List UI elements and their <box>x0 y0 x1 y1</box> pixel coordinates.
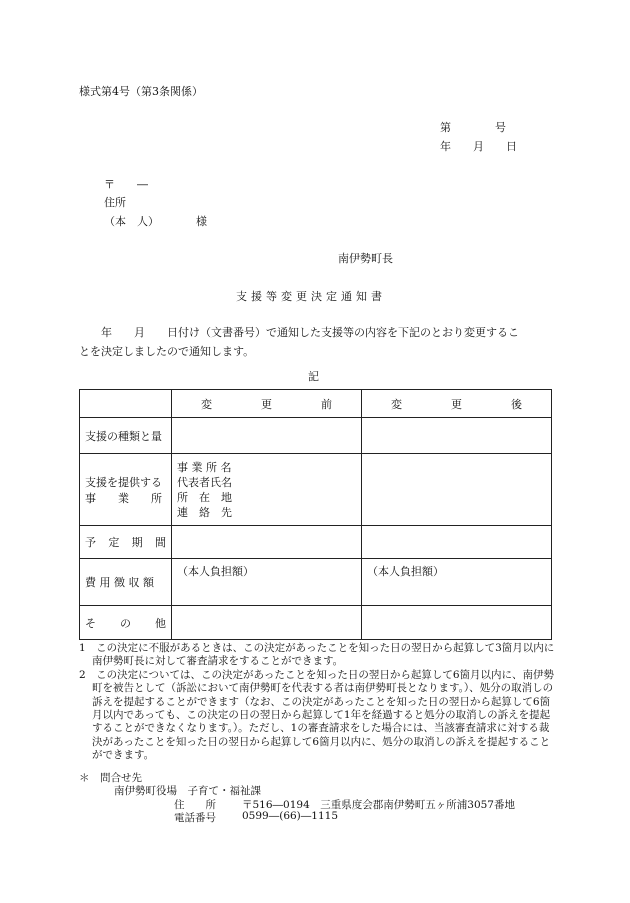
header-before-cell <box>172 390 362 418</box>
provider-field-contact: 連 絡 先 <box>177 505 232 519</box>
change-table <box>79 389 552 640</box>
row-provider-label <box>80 454 172 526</box>
provider-label-line: 支援を提供する <box>85 475 162 489</box>
other-char: そ <box>85 616 96 630</box>
document-number-label: 第 号 <box>440 121 506 134</box>
contact-address: 〒516―0194 三重県度会郡南伊勢町五ヶ所浦3057番地 <box>242 799 515 811</box>
provider-field-location: 所 在 地 <box>177 490 232 504</box>
address-label: 住所 <box>104 196 126 209</box>
header-after-char: 更 <box>451 397 462 411</box>
document-title: 支援等変更決定通知書 <box>236 290 386 303</box>
table-row-other <box>80 606 552 640</box>
date-label: 年 月 日 <box>440 140 517 153</box>
period-after-cell <box>362 526 552 559</box>
table-row-period <box>80 526 552 559</box>
other-after-cell <box>362 606 552 640</box>
recipient-label: （本 人） <box>104 215 159 228</box>
fee-before-cell <box>172 559 362 606</box>
header-blank-cell <box>80 390 172 418</box>
ki-mark: 記 <box>308 370 319 383</box>
other-char: の <box>120 616 131 630</box>
period-before-cell <box>172 526 362 559</box>
honorific: 様 <box>196 215 207 228</box>
table-header-row <box>80 390 552 418</box>
row-kind-label: 支援の種類と量 <box>80 418 172 454</box>
body-line-1: 年 月 日付け（文書番号）で通知した支援等の内容を下記のとおり変更するこ <box>79 326 519 339</box>
period-char: 予 <box>85 536 96 549</box>
fee-after-cell <box>362 559 552 606</box>
provider-field-representative: 代表者氏名 <box>177 475 232 489</box>
contact-phone: 0599―(66)―1115 <box>242 810 338 822</box>
note-2: 2 この決定については、この決定があったことを知った日の翌日から起算して6箇月以内に、南伊勢町を被告として（訴訟において南伊勢町を代表する者は南伊勢町長となります。）、処分の取消しの訴えを提起することができます（なお、この決定があったことを知った日の翌日から起算して6箇月以内であっても、この決定の日の翌日から起算して1年を経過すると処分の取消しの訴えを提起することができなくなります。）。ただし、1の審査請求をした場合には、当該審査請求に対する裁決があったことを知った日の翌日から起算して6箇月以内に、処分の取消しの訴えを提起することができます。 <box>79 668 555 762</box>
table-row-kind <box>80 418 552 454</box>
other-before-cell <box>172 606 362 640</box>
notes <box>79 642 555 763</box>
provider-after-cell <box>362 454 552 526</box>
row-period-label <box>80 526 172 559</box>
fee-before-note: （本人負担額） <box>177 565 254 578</box>
other-char: 他 <box>155 616 166 630</box>
period-char: 定 <box>108 536 120 549</box>
provider-label-line: 事 業 所 <box>85 491 162 505</box>
fee-after-note: （本人負担額） <box>367 565 444 578</box>
kind-before-cell <box>172 418 362 454</box>
contact-phone-label: 電話番号 <box>174 812 216 824</box>
body-line-2: とを決定しましたので通知します。 <box>79 345 255 358</box>
header-after-char: 変 <box>391 397 402 411</box>
row-fee-label: 費 用 徴 収 額 <box>80 559 172 606</box>
kind-after-cell <box>362 418 552 454</box>
period-char: 期 <box>131 536 143 549</box>
header-after-cell <box>362 390 552 418</box>
note-1: 1 この決定に不服があるときは、この決定があったことを知った日の翌日から起算して3箇月以内に南伊勢町長に対して審査請求をすることができます。 <box>79 642 555 668</box>
period-char: 間 <box>154 536 166 549</box>
header-before-char: 変 <box>201 397 212 411</box>
table-row-provider <box>80 454 552 526</box>
contact-heading: ＊ 問合せ先 <box>79 772 142 784</box>
form-id: 様式第4号（第3条関係） <box>79 85 203 98</box>
provider-field-name: 事 業 所 名 <box>177 460 232 474</box>
contact-office: 南伊勢町役場 子育て・福祉課 <box>114 785 261 797</box>
provider-before-cell <box>172 454 362 526</box>
postal-mark: 〒 ― <box>104 178 148 191</box>
header-before-char: 前 <box>321 397 332 411</box>
contact-address-label: 住 所 <box>174 799 216 811</box>
issuer: 南伊勢町長 <box>338 252 393 265</box>
table-row-fee <box>80 559 552 606</box>
row-other-label <box>80 606 172 640</box>
header-after-char: 後 <box>511 397 522 411</box>
header-before-char: 更 <box>261 397 272 411</box>
